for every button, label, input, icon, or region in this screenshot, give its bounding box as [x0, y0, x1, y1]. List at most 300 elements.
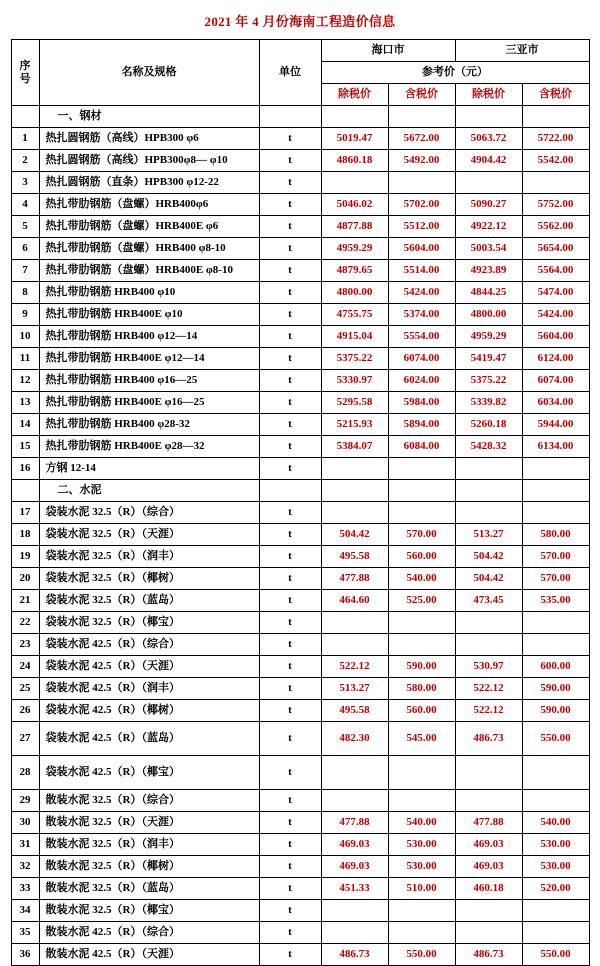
row-haikou-excl-tax: [321, 612, 388, 634]
row-name-spec: 散装水泥 32.5（R）（蓝岛）: [39, 878, 259, 900]
header-haikou-excl-tax: 除税价: [321, 84, 388, 106]
row-name-spec: 袋装水泥 32.5（R）（蓝岛）: [39, 590, 259, 612]
row-haikou-excl-tax: 513.27: [321, 678, 388, 700]
row-sanya-excl-tax: 5260.18: [455, 414, 522, 436]
row-sanya-incl-tax: 5654.00: [522, 238, 589, 260]
row-sanya-incl-tax: [522, 612, 589, 634]
row-haikou-excl-tax: 5384.07: [321, 436, 388, 458]
row-section-title: 一、钢材: [39, 106, 259, 128]
row-haikou-incl-tax: 570.00: [388, 524, 455, 546]
row-seq: 10: [11, 326, 39, 348]
row-name-spec: 热扎圆钢筋（高线）HPB300φ8— φ10: [39, 150, 259, 172]
row-haikou-excl-tax: 469.03: [321, 856, 388, 878]
row-sanya-incl-tax: 535.00: [522, 590, 589, 612]
row-unit: t: [259, 436, 321, 458]
row-seq: 29: [11, 790, 39, 812]
row-name-spec: 热扎带肋钢筋（盘螺）HRB400 φ8-10: [39, 238, 259, 260]
row-haikou-incl-tax: [388, 106, 455, 128]
row-name-spec: 袋装水泥 42.5（R）（综合）: [39, 634, 259, 656]
table-row: [11, 678, 589, 700]
row-sanya-incl-tax: 520.00: [522, 878, 589, 900]
row-sanya-incl-tax: 5564.00: [522, 260, 589, 282]
row-haikou-excl-tax: [321, 790, 388, 812]
row-sanya-incl-tax: 5542.00: [522, 150, 589, 172]
row-sanya-excl-tax: [455, 756, 522, 790]
table-row: [11, 878, 589, 900]
row-haikou-excl-tax: 451.33: [321, 878, 388, 900]
row-name-spec: 袋装水泥 32.5（R）（天涯）: [39, 524, 259, 546]
row-seq: 36: [11, 944, 39, 966]
row-haikou-excl-tax: [321, 756, 388, 790]
row-haikou-incl-tax: [388, 790, 455, 812]
header-seq: [11, 40, 39, 106]
row-haikou-excl-tax: 464.60: [321, 590, 388, 612]
row-sanya-excl-tax: 5003.54: [455, 238, 522, 260]
row-haikou-incl-tax: [388, 900, 455, 922]
row-sanya-incl-tax: 5604.00: [522, 326, 589, 348]
row-haikou-incl-tax: 5374.00: [388, 304, 455, 326]
row-unit: t: [259, 944, 321, 966]
row-sanya-incl-tax: [522, 502, 589, 524]
row-sanya-incl-tax: 580.00: [522, 524, 589, 546]
row-name-spec: 袋装水泥 42.5（R）（天涯）: [39, 656, 259, 678]
row-sanya-incl-tax: [522, 900, 589, 922]
row-seq: 16: [11, 458, 39, 480]
row-name-spec: 袋装水泥 32.5（R）（润丰）: [39, 546, 259, 568]
row-sanya-incl-tax: 6134.00: [522, 436, 589, 458]
row-unit: t: [259, 304, 321, 326]
row-sanya-excl-tax: [455, 922, 522, 944]
row-unit: t: [259, 856, 321, 878]
row-haikou-incl-tax: 560.00: [388, 700, 455, 722]
row-unit: t: [259, 900, 321, 922]
table-row: [11, 304, 589, 326]
row-sanya-excl-tax: 486.73: [455, 944, 522, 966]
row-sanya-excl-tax: 5428.32: [455, 436, 522, 458]
row-haikou-excl-tax: 477.88: [321, 568, 388, 590]
table-row: [11, 194, 589, 216]
row-unit: t: [259, 834, 321, 856]
row-haikou-excl-tax: 482.30: [321, 722, 388, 756]
row-seq: 4: [11, 194, 39, 216]
row-haikou-incl-tax: [388, 172, 455, 194]
row-unit: t: [259, 722, 321, 756]
table-row: [11, 944, 589, 966]
row-unit: t: [259, 790, 321, 812]
table-row: [11, 370, 589, 392]
row-sanya-excl-tax: 4904.42: [455, 150, 522, 172]
row-haikou-incl-tax: 5604.00: [388, 238, 455, 260]
row-sanya-incl-tax: 530.00: [522, 834, 589, 856]
header-city-sanya: 三亚市: [455, 40, 589, 62]
table-row: [11, 348, 589, 370]
row-section-title: 二、水泥: [39, 480, 259, 502]
row-sanya-excl-tax: 469.03: [455, 834, 522, 856]
row-sanya-incl-tax: 590.00: [522, 700, 589, 722]
row-seq: 13: [11, 392, 39, 414]
row-sanya-excl-tax: 513.27: [455, 524, 522, 546]
header-seq-line1: 序: [19, 59, 31, 72]
table-row: [11, 590, 589, 612]
row-haikou-excl-tax: 469.03: [321, 834, 388, 856]
table-row: [11, 722, 589, 756]
table-row: [11, 856, 589, 878]
row-haikou-incl-tax: 540.00: [388, 568, 455, 590]
row-unit: t: [259, 194, 321, 216]
row-sanya-incl-tax: 550.00: [522, 944, 589, 966]
table-row: [11, 700, 589, 722]
row-unit: t: [259, 392, 321, 414]
row-unit: t: [259, 678, 321, 700]
row-unit: t: [259, 812, 321, 834]
table-row: [11, 282, 589, 304]
row-haikou-incl-tax: 5514.00: [388, 260, 455, 282]
row-name-spec: 袋装水泥 32.5（R）（椰宝）: [39, 612, 259, 634]
row-name-spec: 热扎带肋钢筋 HRB400 φ28-32: [39, 414, 259, 436]
row-sanya-incl-tax: 600.00: [522, 656, 589, 678]
row-sanya-excl-tax: 5090.27: [455, 194, 522, 216]
row-name-spec: 散装水泥 32.5（R）（润丰）: [39, 834, 259, 856]
row-unit: t: [259, 348, 321, 370]
table-row: [11, 790, 589, 812]
table-row: [11, 922, 589, 944]
row-name-spec: 热扎带肋钢筋 HRB400E φ28—32: [39, 436, 259, 458]
row-sanya-excl-tax: [455, 480, 522, 502]
row-sanya-excl-tax: [455, 612, 522, 634]
row-haikou-incl-tax: 510.00: [388, 878, 455, 900]
row-unit: t: [259, 922, 321, 944]
row-name-spec: 热扎带肋钢筋 HRB400E φ12—14: [39, 348, 259, 370]
row-name-spec: 热扎圆钢筋（直条）HPB300 φ12-22: [39, 172, 259, 194]
row-haikou-excl-tax: 5046.02: [321, 194, 388, 216]
table-row: [11, 172, 589, 194]
row-name-spec: 袋装水泥 42.5（R）（蓝岛）: [39, 722, 259, 756]
row-sanya-excl-tax: 4923.89: [455, 260, 522, 282]
row-sanya-excl-tax: 522.12: [455, 700, 522, 722]
row-name-spec: 袋装水泥 32.5（R）（综合）: [39, 502, 259, 524]
row-sanya-excl-tax: 5339.82: [455, 392, 522, 414]
row-haikou-incl-tax: 6024.00: [388, 370, 455, 392]
row-haikou-incl-tax: 5702.00: [388, 194, 455, 216]
row-seq: 19: [11, 546, 39, 568]
row-sanya-excl-tax: [455, 634, 522, 656]
row-seq: 15: [11, 436, 39, 458]
row-haikou-excl-tax: 5215.93: [321, 414, 388, 436]
row-seq: 32: [11, 856, 39, 878]
header-reference-price: 参考价（元）: [321, 62, 589, 84]
row-name-spec: 热扎带肋钢筋（盘螺）HRB400E φ6: [39, 216, 259, 238]
row-unit: t: [259, 458, 321, 480]
header-row-1: [11, 40, 589, 62]
header-unit: 单位: [259, 40, 321, 106]
row-haikou-excl-tax: [321, 900, 388, 922]
header-sanya-excl-tax: 除税价: [455, 84, 522, 106]
row-sanya-incl-tax: 6124.00: [522, 348, 589, 370]
row-haikou-incl-tax: 5894.00: [388, 414, 455, 436]
row-haikou-excl-tax: 4959.29: [321, 238, 388, 260]
table-row: [11, 480, 589, 502]
row-name-spec: 袋装水泥 32.5（R）（椰树）: [39, 568, 259, 590]
row-unit: t: [259, 756, 321, 790]
row-sanya-excl-tax: 5419.47: [455, 348, 522, 370]
table-row: [11, 128, 589, 150]
row-haikou-excl-tax: [321, 922, 388, 944]
row-sanya-incl-tax: 530.00: [522, 856, 589, 878]
row-seq: 22: [11, 612, 39, 634]
row-unit: t: [259, 326, 321, 348]
row-haikou-excl-tax: [321, 634, 388, 656]
row-sanya-excl-tax: 504.42: [455, 546, 522, 568]
row-seq: 3: [11, 172, 39, 194]
row-unit: t: [259, 238, 321, 260]
row-sanya-incl-tax: 6034.00: [522, 392, 589, 414]
row-haikou-incl-tax: 550.00: [388, 944, 455, 966]
table-row: [11, 546, 589, 568]
row-sanya-excl-tax: 4922.12: [455, 216, 522, 238]
row-name-spec: 热扎带肋钢筋 HRB400E φ10: [39, 304, 259, 326]
table-row: [11, 150, 589, 172]
header-sanya-incl-tax: 含税价: [522, 84, 589, 106]
table-row: [11, 834, 589, 856]
row-sanya-incl-tax: 550.00: [522, 722, 589, 756]
row-seq: 17: [11, 502, 39, 524]
table-header: [11, 40, 589, 106]
row-sanya-incl-tax: [522, 480, 589, 502]
row-sanya-incl-tax: [522, 458, 589, 480]
row-seq: 5: [11, 216, 39, 238]
row-unit: t: [259, 700, 321, 722]
row-seq: 14: [11, 414, 39, 436]
row-haikou-incl-tax: 5424.00: [388, 282, 455, 304]
row-seq: 30: [11, 812, 39, 834]
row-sanya-excl-tax: [455, 502, 522, 524]
row-name-spec: 袋装水泥 42.5（R）（椰树）: [39, 700, 259, 722]
row-sanya-excl-tax: [455, 106, 522, 128]
row-haikou-excl-tax: 504.42: [321, 524, 388, 546]
row-seq: 34: [11, 900, 39, 922]
row-unit: t: [259, 260, 321, 282]
row-unit: t: [259, 546, 321, 568]
header-name-spec: 名称及规格: [39, 40, 259, 106]
row-sanya-incl-tax: 5562.00: [522, 216, 589, 238]
row-haikou-excl-tax: 4860.18: [321, 150, 388, 172]
row-seq: 2: [11, 150, 39, 172]
table-row: [11, 392, 589, 414]
row-seq: [11, 480, 39, 502]
row-sanya-incl-tax: 570.00: [522, 568, 589, 590]
row-sanya-excl-tax: 4959.29: [455, 326, 522, 348]
row-sanya-incl-tax: 570.00: [522, 546, 589, 568]
row-haikou-excl-tax: [321, 106, 388, 128]
row-haikou-excl-tax: 495.58: [321, 700, 388, 722]
row-unit: [259, 480, 321, 502]
row-sanya-incl-tax: [522, 634, 589, 656]
row-name-spec: 热扎带肋钢筋（盘螺）HRB400φ6: [39, 194, 259, 216]
row-seq: 31: [11, 834, 39, 856]
row-sanya-incl-tax: 5424.00: [522, 304, 589, 326]
table-row: [11, 326, 589, 348]
row-seq: 9: [11, 304, 39, 326]
row-sanya-excl-tax: 5375.22: [455, 370, 522, 392]
row-haikou-incl-tax: 590.00: [388, 656, 455, 678]
row-seq: 28: [11, 756, 39, 790]
row-sanya-excl-tax: 486.73: [455, 722, 522, 756]
page-title: 2021 年 4 月份海南工程造价信息: [204, 14, 396, 29]
row-sanya-excl-tax: 469.03: [455, 856, 522, 878]
row-name-spec: 热扎带肋钢筋 HRB400 φ12—14: [39, 326, 259, 348]
row-haikou-excl-tax: 4915.04: [321, 326, 388, 348]
row-seq: 8: [11, 282, 39, 304]
row-name-spec: 袋装水泥 42.5（R）（润丰）: [39, 678, 259, 700]
table-row: [11, 634, 589, 656]
row-haikou-incl-tax: 580.00: [388, 678, 455, 700]
table-row: [11, 216, 589, 238]
row-haikou-incl-tax: [388, 458, 455, 480]
row-name-spec: 散装水泥 32.5（R）（椰宝）: [39, 900, 259, 922]
row-name-spec: 散装水泥 32.5（R）（天涯）: [39, 812, 259, 834]
row-haikou-excl-tax: [321, 458, 388, 480]
row-sanya-excl-tax: 530.97: [455, 656, 522, 678]
row-sanya-excl-tax: 5063.72: [455, 128, 522, 150]
row-unit: t: [259, 172, 321, 194]
row-haikou-incl-tax: [388, 480, 455, 502]
row-seq: 24: [11, 656, 39, 678]
row-haikou-incl-tax: 5492.00: [388, 150, 455, 172]
row-name-spec: 散装水泥 32.5（R）（综合）: [39, 790, 259, 812]
row-haikou-excl-tax: 4800.00: [321, 282, 388, 304]
row-name-spec: 热扎圆钢筋（高线）HPB300 φ6: [39, 128, 259, 150]
row-haikou-excl-tax: 5019.47: [321, 128, 388, 150]
row-seq: 12: [11, 370, 39, 392]
table-row: [11, 238, 589, 260]
row-unit: t: [259, 656, 321, 678]
table-row: [11, 568, 589, 590]
row-sanya-excl-tax: 522.12: [455, 678, 522, 700]
row-haikou-excl-tax: 4879.65: [321, 260, 388, 282]
row-name-spec: 热扎带肋钢筋（盘螺）HRB400E φ8-10: [39, 260, 259, 282]
row-sanya-excl-tax: [455, 458, 522, 480]
row-haikou-incl-tax: 560.00: [388, 546, 455, 568]
row-seq: [11, 106, 39, 128]
header-city-haikou: 海口市: [321, 40, 455, 62]
row-sanya-excl-tax: 477.88: [455, 812, 522, 834]
row-haikou-incl-tax: 6074.00: [388, 348, 455, 370]
row-sanya-incl-tax: [522, 922, 589, 944]
row-haikou-incl-tax: 5984.00: [388, 392, 455, 414]
table-row: [11, 436, 589, 458]
row-sanya-incl-tax: 540.00: [522, 812, 589, 834]
row-haikou-excl-tax: 4755.75: [321, 304, 388, 326]
row-sanya-incl-tax: [522, 790, 589, 812]
row-haikou-incl-tax: [388, 756, 455, 790]
header-haikou-incl-tax: 含税价: [388, 84, 455, 106]
row-sanya-excl-tax: 4800.00: [455, 304, 522, 326]
row-unit: t: [259, 502, 321, 524]
table-row: [11, 414, 589, 436]
row-seq: 21: [11, 590, 39, 612]
row-seq: 27: [11, 722, 39, 756]
row-seq: 33: [11, 878, 39, 900]
row-sanya-incl-tax: 6074.00: [522, 370, 589, 392]
row-seq: 11: [11, 348, 39, 370]
row-seq: 20: [11, 568, 39, 590]
table-row: [11, 458, 589, 480]
row-seq: 7: [11, 260, 39, 282]
row-sanya-excl-tax: 473.45: [455, 590, 522, 612]
row-haikou-incl-tax: 6084.00: [388, 436, 455, 458]
table-row: [11, 612, 589, 634]
row-sanya-excl-tax: [455, 172, 522, 194]
row-seq: 23: [11, 634, 39, 656]
row-name-spec: 热扎带肋钢筋 HRB400E φ16—25: [39, 392, 259, 414]
row-unit: t: [259, 282, 321, 304]
row-sanya-excl-tax: [455, 900, 522, 922]
row-sanya-incl-tax: [522, 172, 589, 194]
row-haikou-excl-tax: [321, 480, 388, 502]
table-row: [11, 756, 589, 790]
row-haikou-excl-tax: 486.73: [321, 944, 388, 966]
row-haikou-incl-tax: 545.00: [388, 722, 455, 756]
row-seq: 6: [11, 238, 39, 260]
row-name-spec: 散装水泥 32.5（R）（椰树）: [39, 856, 259, 878]
table-row: [11, 502, 589, 524]
row-seq: 1: [11, 128, 39, 150]
row-seq: 26: [11, 700, 39, 722]
row-sanya-incl-tax: 590.00: [522, 678, 589, 700]
row-haikou-incl-tax: 5512.00: [388, 216, 455, 238]
row-sanya-incl-tax: 5722.00: [522, 128, 589, 150]
row-sanya-incl-tax: 5474.00: [522, 282, 589, 304]
table-body: [11, 106, 589, 966]
row-sanya-excl-tax: 504.42: [455, 568, 522, 590]
row-haikou-incl-tax: 530.00: [388, 856, 455, 878]
row-unit: t: [259, 568, 321, 590]
row-haikou-incl-tax: [388, 922, 455, 944]
row-sanya-excl-tax: [455, 790, 522, 812]
price-information-table: [11, 39, 590, 966]
table-row: [11, 656, 589, 678]
row-haikou-excl-tax: 477.88: [321, 812, 388, 834]
row-name-spec: 散装水泥 42.5（R）（综合）: [39, 922, 259, 944]
row-unit: t: [259, 128, 321, 150]
row-unit: t: [259, 878, 321, 900]
row-haikou-incl-tax: [388, 612, 455, 634]
table-row: [11, 106, 589, 128]
row-seq: 18: [11, 524, 39, 546]
row-haikou-excl-tax: 4877.88: [321, 216, 388, 238]
row-unit: t: [259, 590, 321, 612]
row-unit: t: [259, 414, 321, 436]
row-haikou-incl-tax: [388, 502, 455, 524]
row-haikou-excl-tax: 5330.97: [321, 370, 388, 392]
table-row: [11, 524, 589, 546]
row-name-spec: 袋装水泥 42.5（R）（椰宝）: [39, 756, 259, 790]
row-unit: t: [259, 612, 321, 634]
row-haikou-excl-tax: 522.12: [321, 656, 388, 678]
row-name-spec: 热扎带肋钢筋 HRB400 φ16—25: [39, 370, 259, 392]
row-name-spec: 热扎带肋钢筋 HRB400 φ10: [39, 282, 259, 304]
row-name-spec: 方钢 12-14: [39, 458, 259, 480]
table-row: [11, 900, 589, 922]
row-seq: 25: [11, 678, 39, 700]
row-sanya-excl-tax: 4844.25: [455, 282, 522, 304]
row-haikou-incl-tax: 525.00: [388, 590, 455, 612]
row-haikou-incl-tax: 530.00: [388, 834, 455, 856]
row-haikou-excl-tax: 5295.58: [321, 392, 388, 414]
row-unit: [259, 106, 321, 128]
row-haikou-incl-tax: [388, 634, 455, 656]
row-sanya-incl-tax: 5752.00: [522, 194, 589, 216]
